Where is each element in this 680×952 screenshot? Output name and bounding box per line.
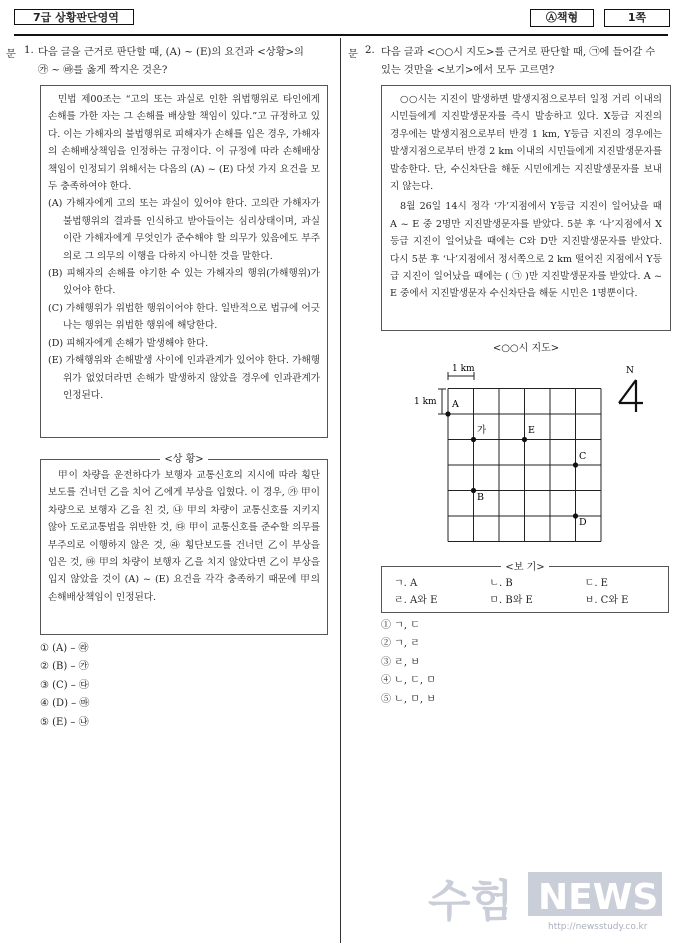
q1-prefix: 문 <box>6 49 16 60</box>
map-point-e <box>522 437 527 442</box>
column-divider <box>340 38 341 943</box>
map-label-b: B <box>477 492 484 503</box>
map-label-d: D <box>579 517 587 528</box>
q2-option-3[interactable]: ③ ㄹ, ㅂ <box>381 656 420 668</box>
bogi-item-bieup: ㅂ. C와 E <box>584 595 629 606</box>
q1-situation-text: 甲이 차량을 운전하다가 보행자 교통신호의 지시에 따라 횡단보도를 건너던 乙을 치어 乙에게 부상을 입혔다. 이 경우, ㉮ 甲이 차량으로 보행자 乙을 친 것, ㉯ 甲의 차량이 교통신호를 지키지 않아 도로교통법을 위반한 것, ㉰ 甲이 교통신호를 준수할 의무를 부주의로 이행하지 않은 것, ㉱ 횡단보도를 건너던 乙이 부상을 입은 것, ㉲ 甲의 차량이 보행자 乙을 치지 않았다면 乙이 부상을 입지 않았을 것이 (A) ~ (E) 요건을 각각 충족하기 때문에 甲의 손해배상책임이 인정된다. <box>48 470 320 603</box>
q2-option-1[interactable]: ① ㄱ, ㄷ <box>381 620 420 631</box>
q2-passage-p2: 8월 26일 14시 정각 ‘가’지점에서 Y등급 지진이 일어났을 때 A ~ E 중 2명만 지진발생문자를 받았다. 5분 후 ‘나’지점에서 X등급 지진이 일어났을 때에는 C와 D만 지진발생문자를 받았다. 다시 5분 후 ‘나’지점에서 정서쪽으로 2 km 떨어진 지점에서 Y등급 지진이 일어났을 때에는 ( ㉠ )만 지진발생문자를 받았다. A ~ E 중에서 지진발생문자 수신차단을 해둔 시민은 1명뿐이다. <box>390 201 662 300</box>
map-label-e: E <box>528 425 535 436</box>
map-label-ga: 가 <box>477 425 487 436</box>
q1-item-e: (E) 가해행위와 손해발생 사이에 인과관계가 있어야 한다. 가해행위가 없었더라면 손해가 발생하지 않았을 경우에 인과관계가 인정된다. <box>48 355 320 401</box>
q1-option-4[interactable]: ④ (D) – ㉲ <box>40 698 90 710</box>
q1-option-2[interactable]: ② (B) – ㉮ <box>40 661 89 673</box>
watermark-brand: NEWS <box>538 877 659 918</box>
bogi-item-digeut: ㄷ. E <box>584 578 608 589</box>
q1-item-c: (C) 가해행위가 위법한 행위이어야 한다. 일반적으로 법규에 어긋나는 행위는 위법한 행위에 해당한다. <box>48 302 320 332</box>
map-label-c: C <box>579 451 587 462</box>
q2-option-4[interactable]: ④ ㄴ, ㄷ, ㅁ <box>381 675 436 687</box>
map-point-ga <box>471 437 476 442</box>
q2-map-title: <○○시 지도> <box>492 343 560 354</box>
q2-passage-p1: ○○시는 지진이 발생하면 발생지점으로부터 일정 거리 이내의 시민들에게 지진발생문자를 즉시 발송하고 있다. X등급 지진의 경우에는 발생지점으로부터 반경 1 km, Y등급 지진의 경우에는 발생지점으로부터 반경 2 km 이내의 시민들에게 지진발생문자를 발송한다. 단, 수신차단을 해둔 시민에게는 지진발생문자를 보내지 않는다. <box>390 94 662 193</box>
q1-options <box>40 640 89 732</box>
q2-number: 2. <box>365 45 375 56</box>
q2-option-5[interactable]: ⑤ ㄴ, ㅁ, ㅂ <box>381 693 436 705</box>
map-point-d <box>573 513 578 518</box>
q1-option-1[interactable]: ① (A) – ㉱ <box>40 643 89 654</box>
map-label-a: A <box>452 399 459 410</box>
booklet-type: Ⓐ책형 <box>530 9 594 27</box>
watermark-url: http://newsstudy.co.kr <box>548 922 648 932</box>
north-label: N <box>626 366 634 376</box>
bogi-item-rieul: ㄹ. A와 E <box>394 595 438 606</box>
watermark-logo <box>428 866 668 932</box>
q1-passage-box <box>40 85 328 438</box>
q2-bogi-title: <보 기> <box>382 558 668 573</box>
q1-stem-line2: ㉮ ~ ㉳를 옳게 짝지은 것은? <box>38 65 168 76</box>
subject-label: 7급 상황판단영역 <box>14 9 134 25</box>
page-number: 1쪽 <box>604 9 670 27</box>
north-arrow-icon <box>619 380 643 412</box>
q2-prefix: 문 <box>348 49 358 60</box>
q1-situation-title: <상 황> <box>41 451 327 468</box>
q1-item-d: (D) 피해자에게 손해가 발생해야 한다. <box>48 337 209 349</box>
q2-stem-line1: 다음 글과 <○○시 지도>를 근거로 판단할 때, ㉠에 들어갈 수 <box>381 47 656 58</box>
map-point-c <box>573 462 578 467</box>
q1-number: 1. <box>24 45 34 56</box>
map-point-a <box>445 411 450 416</box>
q1-item-a: (A) 가해자에게 고의 또는 과실이 있어야 한다. 고의란 가해자가 불법행위의 결과를 인식하고 받아들이는 심리상태이며, 과실이란 가해자에게 무엇인가 준수해야 할 의무가 있음에도 부주의로 그 의무의 이행을 다하지 아니한 것을 말한다. <box>48 198 320 262</box>
map-scale-h: 1 km <box>452 364 475 374</box>
q2-bogi-box <box>381 562 669 613</box>
q2-options <box>381 617 436 709</box>
q1-situation-box <box>40 454 328 635</box>
q1-item-b: (B) 피해자의 손해를 야기한 수 있는 가해자의 행위(가해행위)가 있어야 한다. <box>48 268 320 297</box>
map-point-b <box>471 488 476 493</box>
bogi-item-mieum: ㅁ. B와 E <box>489 595 533 606</box>
q2-passage-box <box>381 85 671 331</box>
q1-stem-line1: 다음 글을 근거로 판단할 때, (A) ~ (E)의 요건과 <상황>의 <box>38 47 304 58</box>
watermark-logo-text: 수험 <box>428 876 514 927</box>
q2-stem-line2: 있는 것만을 <보기>에서 모두 고르면? <box>381 65 555 76</box>
bogi-item-nieun: ㄴ. B <box>489 578 513 589</box>
header-rule <box>14 34 668 36</box>
q2-option-2[interactable]: ② ㄱ, ㄹ <box>381 638 420 650</box>
q1-option-5[interactable]: ⑤ (E) – ㉯ <box>40 716 89 728</box>
q1-passage-intro: 민법 제00조는 “고의 또는 과실로 인한 위법행위로 타인에게 손해를 가한 자는 그 손해를 배상할 책임이 있다.”고 규정하고 있다. 이는 가해자의 불법행위로 피해자가 손해를 입은 경우, 가해자의 손해배상책임을 인정하는 규정이다. 이 규정에 따라 손해배상책임이 인정되기 위해서는 다음의 (A) ~ (E) 다섯 가지 요건을 모두 충족하여야 한다. <box>48 94 320 193</box>
bogi-item-giyeok: ㄱ. A <box>394 578 418 589</box>
q1-option-3[interactable]: ③ (C) – ㉰ <box>40 679 89 691</box>
map-scale-v: 1 km <box>414 397 437 407</box>
q2-map <box>406 356 670 546</box>
